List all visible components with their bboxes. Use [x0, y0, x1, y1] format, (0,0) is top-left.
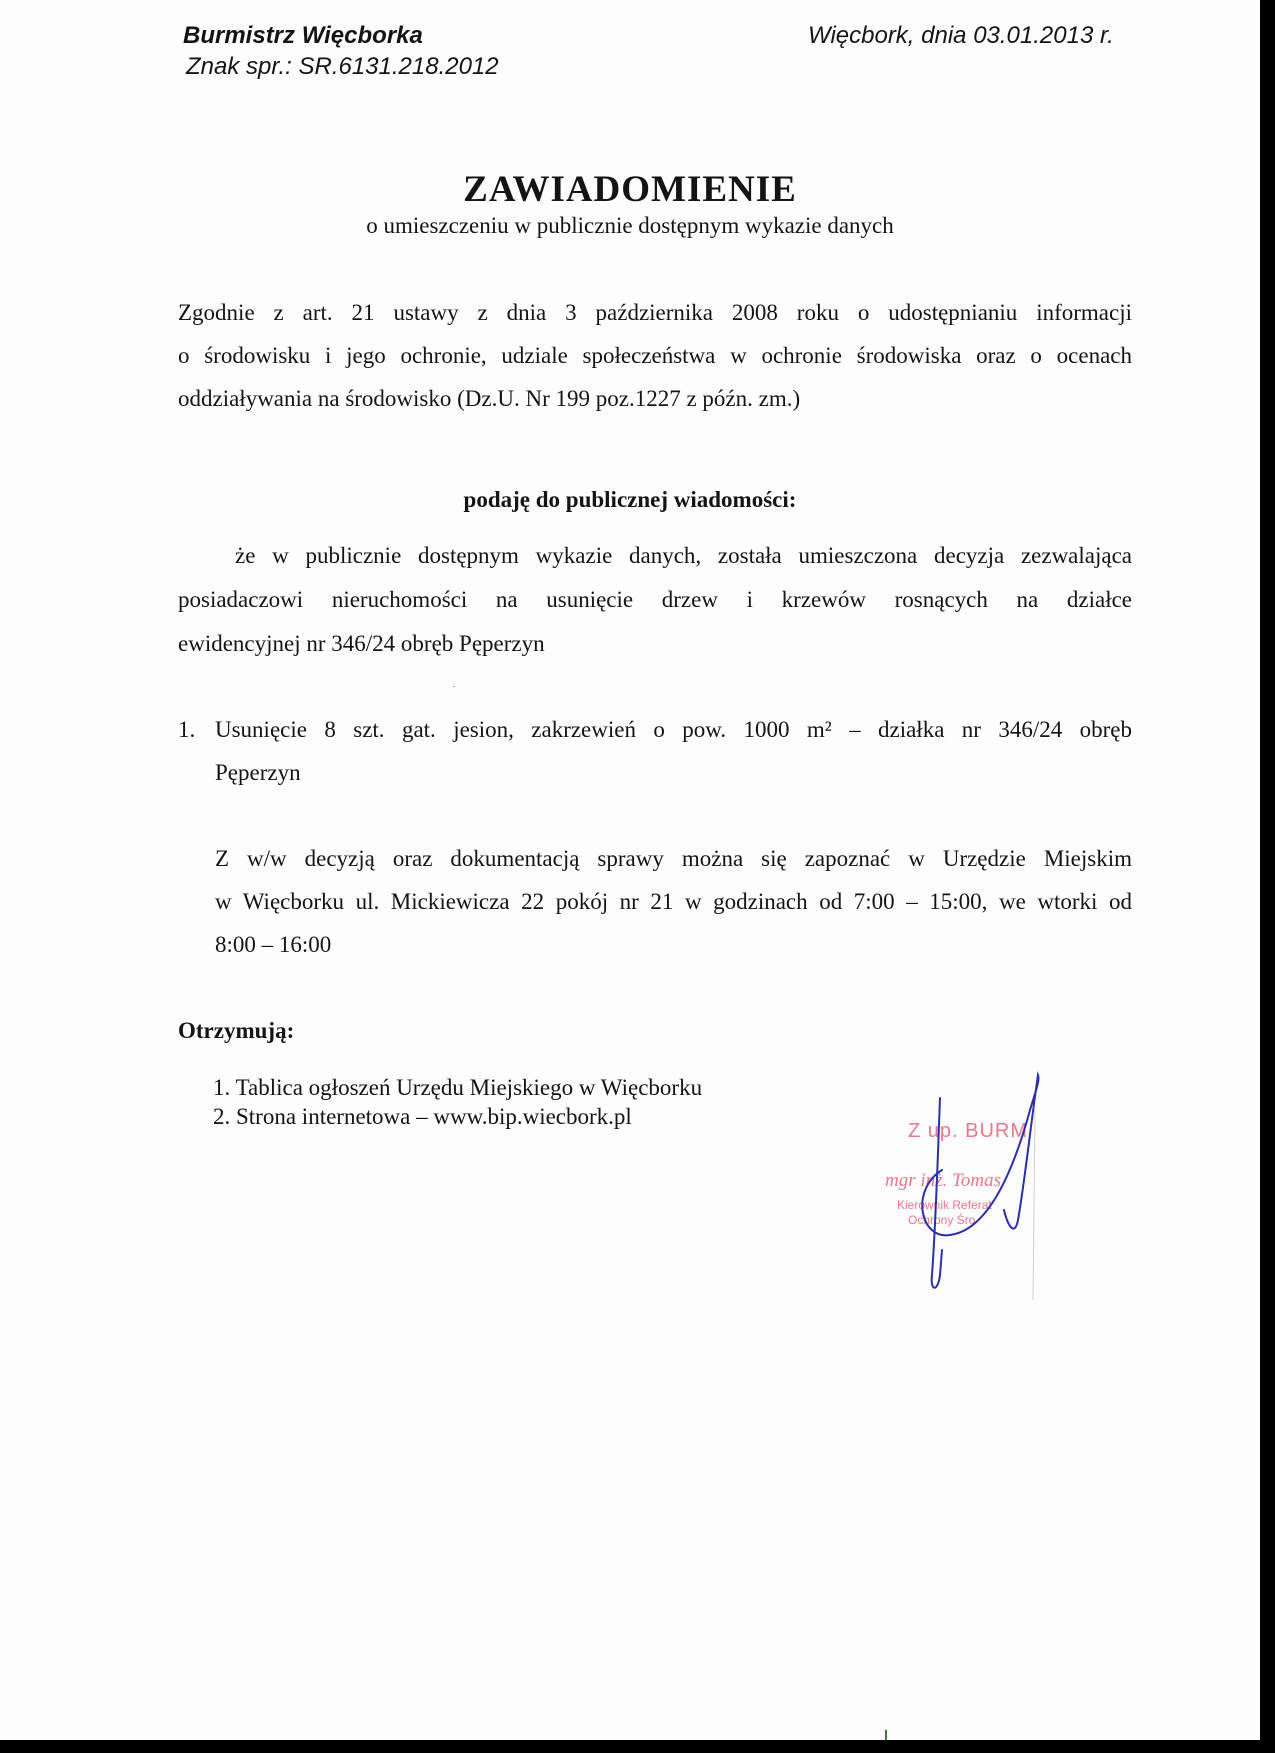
intro-line-2: o środowisku i jego ochronie, udziale społeczeństwa w ochronie środowiska oraz o ocenach — [178, 343, 1132, 368]
place-and-date: Więcbork, dnia 03.01.2013 r. — [808, 22, 1114, 49]
announcement-line-2: posiadaczowi nieruchomości na usunięcie drzew i krzewów rosnących na działce — [178, 587, 1132, 612]
stamp-line-2: mgr inż. Tomas — [885, 1170, 1001, 1191]
recipients-heading: Otrzymują: — [178, 1018, 295, 1043]
stamp-line-4: Ochrony Śro — [908, 1213, 976, 1227]
recipient-item: 1. Tablica ogłoszeń Urzędu Miejskiego w Więcborku — [213, 1075, 703, 1100]
document-subtitle: o umieszczeniu w publicznie dostępnym wykazie danych — [366, 213, 894, 238]
access-line-2: w Więcborku ul. Mickiewicza 22 pokój nr 21 w godzinach od 7:00 – 15:00, we wtorki od — [215, 889, 1132, 914]
item-1-line-1: Usunięcie 8 szt. gat. jesion, zakrzewień o pow. 1000 m² – działka nr 346/24 obręb — [215, 717, 1132, 742]
scan-mark — [885, 1730, 887, 1740]
case-reference: Znak spr.: SR.6131.218.2012 — [186, 53, 499, 80]
intro-line-1: Zgodnie z art. 21 ustawy z dnia 3 października 2008 roku o udostępnianiu informacji — [178, 300, 1132, 325]
announcement-line-3: ewidencyjnej nr 346/24 obręb Pęperzyn — [178, 631, 545, 656]
stamp-line-1: Z up. BURM — [908, 1120, 1029, 1142]
access-line-1: Z w/w decyzją oraz dokumentacją sprawy można się zapoznać w Urzędzie Miejskim — [215, 846, 1132, 871]
intro-line-3: oddziaływania na środowisko (Dz.U. Nr 199 poz.1227 z późn. zm.) — [178, 386, 801, 411]
announcement-line-1: że w publicznie dostępnym wykazie danych, została umieszczona decyzja zezwalająca — [235, 543, 1132, 568]
access-line-3: 8:00 – 16:00 — [215, 932, 332, 957]
recipient-item: 2. Strona internetowa – www.bip.wiecbork.pl — [213, 1104, 632, 1129]
signature-icon — [880, 1070, 1080, 1310]
scan-mark — [453, 686, 455, 687]
document-title: ZAWIADOMIENIE — [463, 169, 797, 210]
item-1-line-2: Pęperzyn — [215, 760, 301, 785]
issuing-authority: Burmistrz Więcborka — [183, 22, 423, 49]
scan-border-bottom — [0, 1740, 1275, 1753]
item-1-number: 1. — [178, 717, 196, 742]
announcement-heading: podaję do publicznej wiadomości: — [463, 487, 797, 512]
stamp-line-3: Kierownik Referat — [897, 1198, 992, 1212]
scan-border-right — [1260, 0, 1275, 1753]
